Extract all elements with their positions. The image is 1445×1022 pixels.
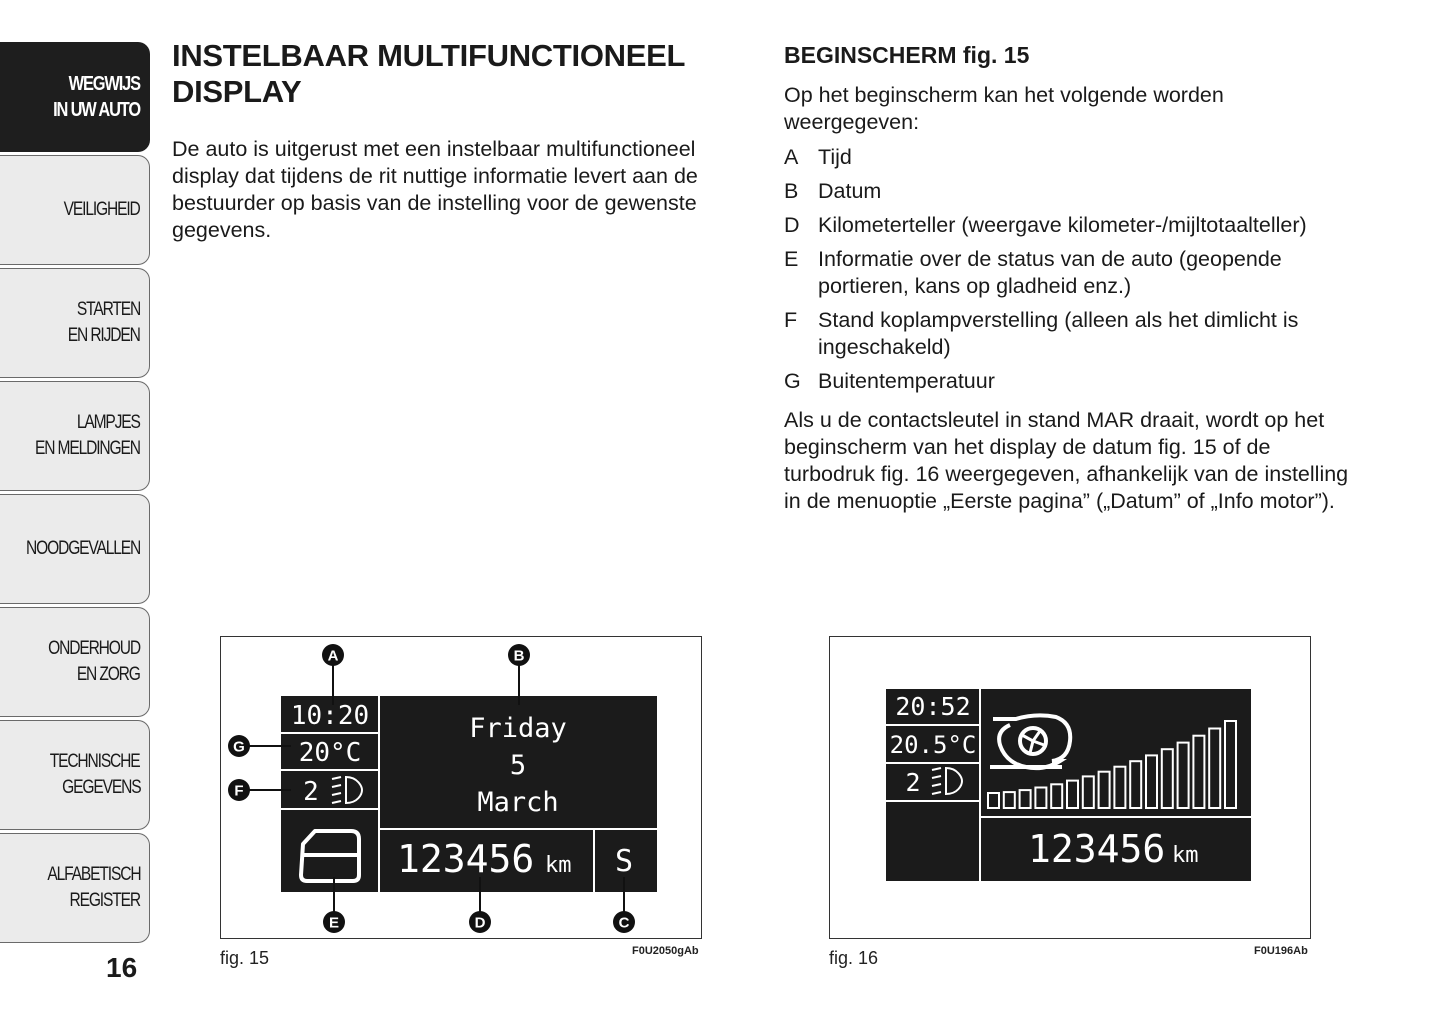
- tab-label-line2: EN MELDINGEN: [35, 438, 140, 459]
- tab-onderhoud-en-zorg[interactable]: [0, 607, 150, 717]
- list-item-text: Stand koplampverstelling (alleen als het dimlicht is ingeschakeld): [818, 308, 1299, 359]
- tab-label-line2: REGISTER: [69, 890, 140, 911]
- tab-label-line1: LAMPJES: [77, 412, 140, 433]
- figure-15-label: fig. 15: [220, 948, 270, 968]
- page-title-line2: DISPLAY: [172, 74, 302, 109]
- tab-label-line1: NOODGEVALLEN: [25, 538, 140, 559]
- figure-16: [829, 636, 1311, 939]
- list-item-key: A: [784, 145, 799, 169]
- marker-c: [613, 911, 635, 933]
- lcd-month: March: [477, 787, 559, 818]
- list-item-text: Kilometerteller (weergave kilometer-/mijltotaalteller): [818, 213, 1307, 237]
- lcd-day: Friday: [469, 713, 567, 744]
- tab-alfabetisch-register[interactable]: [0, 833, 150, 943]
- marker-d-label: D: [474, 914, 486, 932]
- lcd-odometer: 123456: [397, 837, 535, 881]
- lcd-date: 5: [509, 750, 527, 781]
- tab-lampjes-en-meldingen[interactable]: [0, 381, 150, 491]
- marker-b: [508, 644, 530, 666]
- figure-16-drawing: [830, 637, 1312, 940]
- marker-c-label: C: [618, 914, 630, 932]
- marker-e-label: E: [328, 914, 340, 932]
- tab-label-line2: EN ZORG: [77, 664, 140, 685]
- tab-veiligheid[interactable]: [0, 155, 150, 265]
- list-item-text: Buitentemperatuur: [818, 369, 995, 393]
- marker-e: [323, 911, 345, 933]
- list-item: [784, 307, 1384, 361]
- list-item: [784, 144, 1384, 171]
- figure-15: [220, 636, 702, 939]
- tab-technische-gegevens[interactable]: [0, 720, 150, 830]
- lcd-headlight-level: 2: [303, 777, 319, 807]
- tab-starten-en-rijden[interactable]: [0, 268, 150, 378]
- list-item-key: B: [784, 179, 799, 203]
- figure-15-code: F0U2050gAb: [632, 945, 699, 957]
- lcd-odometer-unit: km: [545, 853, 572, 878]
- tab-noodgevallen[interactable]: [0, 494, 150, 604]
- tab-label-line1: VEILIGHEID: [64, 199, 140, 220]
- section-outro: Als u de contactsleutel in stand MAR draait, wordt op het beginscherm van het display de datum fig. 15 of de turbodruk fig. 16 weergegeven, afhankelijk van de instelling in de menuoptie „Eerste pagina” („Datum” of „Info motor”).: [784, 408, 1349, 513]
- lcd-odometer-unit: km: [1172, 843, 1199, 868]
- list-item-key: F: [784, 308, 798, 332]
- section-heading: BEGINSCHERM fig. 15: [784, 42, 1030, 68]
- lcd-time: 20:52: [895, 692, 971, 721]
- marker-f-label: F: [234, 782, 244, 800]
- list-item-text: Datum: [818, 179, 882, 203]
- tab-label-line2: IN UW AUTO: [53, 99, 140, 121]
- list-item: [784, 178, 1384, 205]
- list-item: [784, 212, 1384, 239]
- intro-paragraph: De auto is uitgerust met een instelbaar multifunctioneel display dat tijdens de rit nuttige informatie levert aan de bestuurder op basis van de instelling voor de gewenste gegevens.: [172, 137, 698, 242]
- marker-b-label: B: [513, 647, 525, 665]
- lcd-status-letter: S: [614, 844, 634, 879]
- tab-label-line1: ALFABETISCH: [46, 864, 140, 885]
- list-item: [784, 246, 1384, 300]
- list-item: [784, 368, 1384, 395]
- page-number: 16: [106, 952, 138, 983]
- tab-label-line1: WEGWIJS: [68, 73, 140, 95]
- list-item-key: D: [784, 213, 800, 237]
- lcd-time: 10:20: [290, 701, 370, 731]
- marker-g: [228, 735, 250, 757]
- list-item-key: E: [784, 247, 799, 271]
- marker-g-label: G: [233, 738, 245, 756]
- marker-a-label: A: [327, 647, 339, 665]
- marker-f: [228, 779, 250, 801]
- lcd-headlight-level: 2: [905, 768, 921, 797]
- tab-label-line2: EN RIJDEN: [68, 325, 140, 346]
- legend-list: [784, 144, 1384, 402]
- tab-label-line1: ONDERHOUD: [48, 638, 140, 659]
- page-title: [172, 38, 732, 110]
- lcd-temperature: 20°C: [298, 738, 362, 768]
- tab-label-line1: TECHNISCHE: [50, 751, 140, 772]
- tab-label-line2: GEGEVENS: [61, 777, 140, 798]
- marker-a: [322, 644, 344, 666]
- figure-16-code: F0U196Ab: [1254, 945, 1308, 957]
- marker-d: [469, 911, 491, 933]
- section-intro: Op het beginscherm kan het volgende worden weergegeven:: [784, 83, 1224, 134]
- figure-15-drawing: [221, 637, 703, 940]
- lcd-odometer: 123456: [1028, 827, 1166, 871]
- page-title-line1: INSTELBAAR MULTIFUNCTIONEEL: [172, 38, 686, 73]
- list-item-text: Tijd: [818, 145, 852, 169]
- figure-16-label: fig. 16: [829, 948, 879, 968]
- tab-label-line1: STARTEN: [76, 299, 140, 320]
- tab-wegwijs-in-uw-auto[interactable]: [0, 42, 150, 152]
- lcd-temperature: 20.5°C: [889, 731, 977, 759]
- list-item-key: G: [784, 369, 801, 393]
- list-item-text: Informatie over de status van de auto (geopende portieren, kans op gladheid enz.): [818, 247, 1282, 298]
